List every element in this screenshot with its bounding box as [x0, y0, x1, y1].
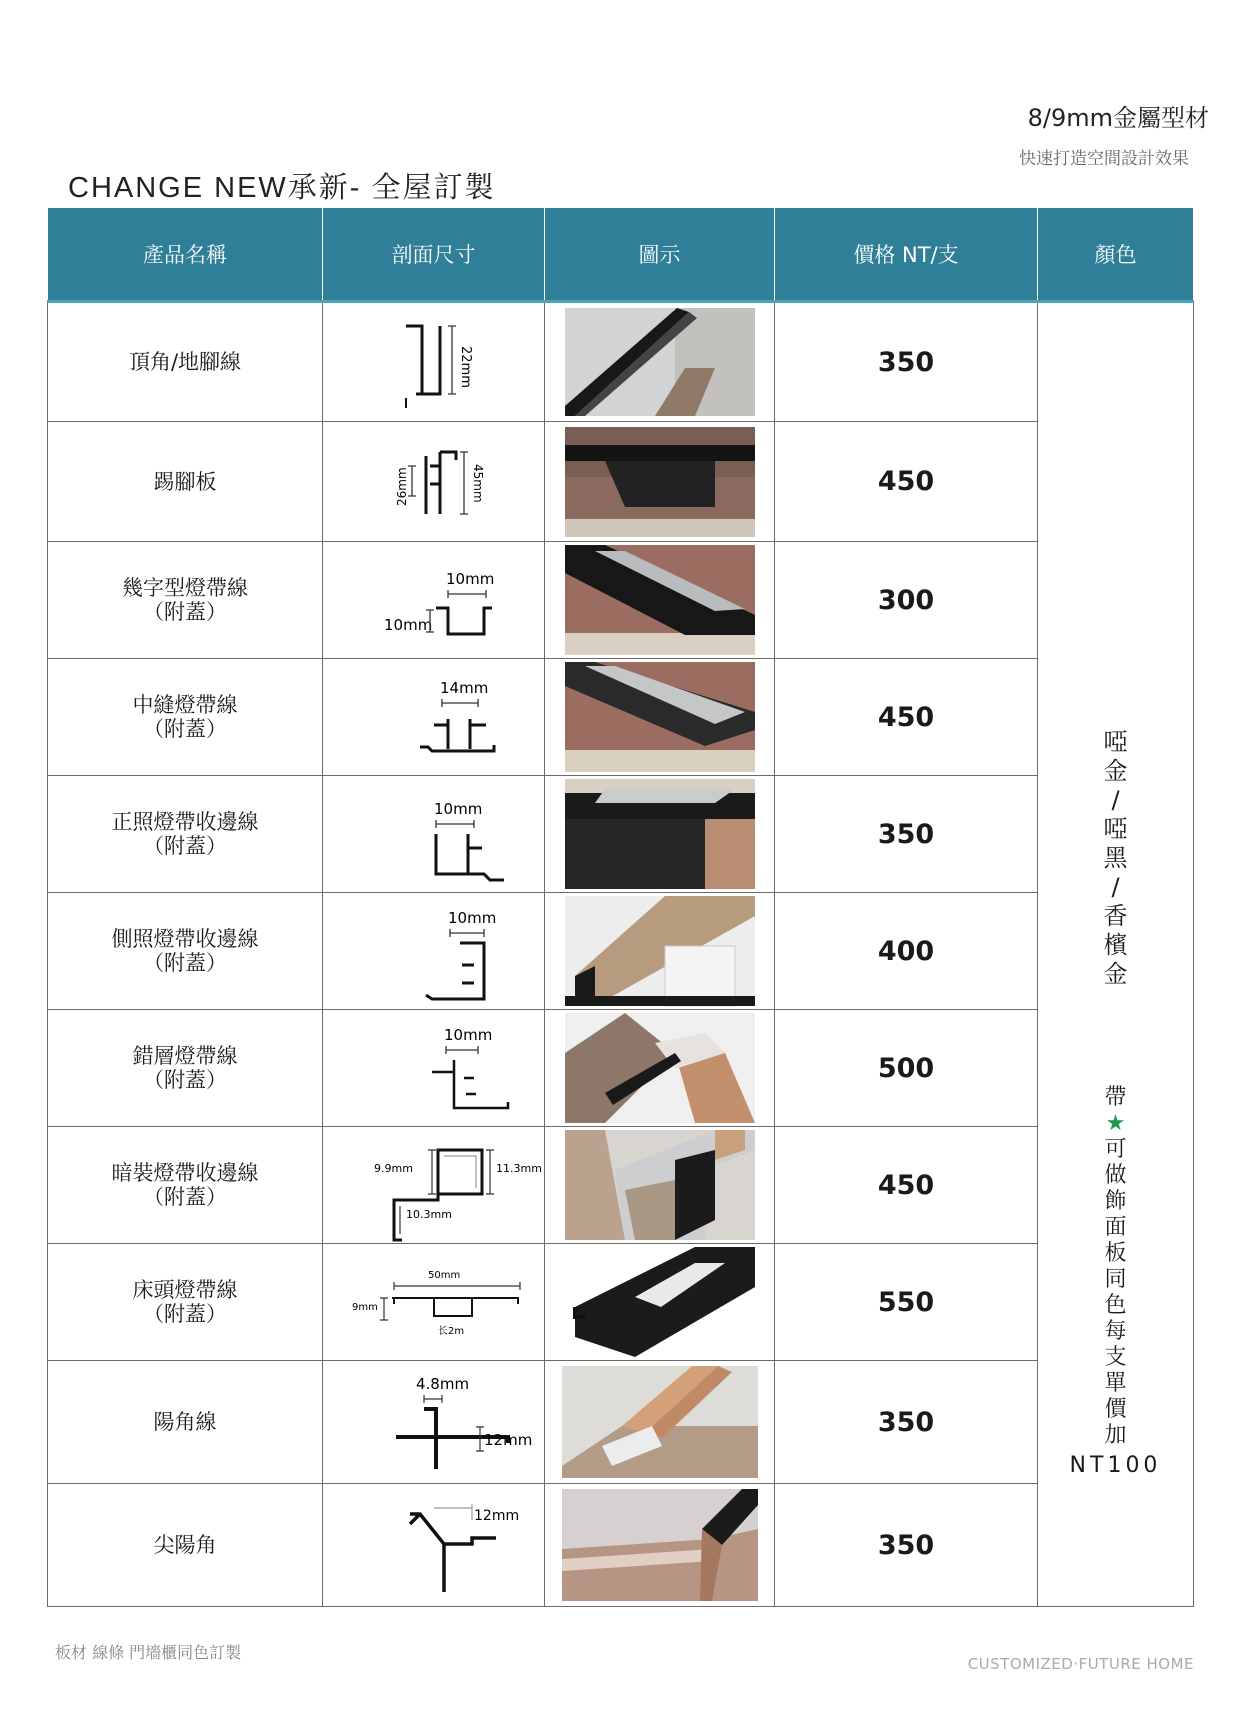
product-name: 踢腳板: [153, 469, 217, 494]
note-char: 可: [1104, 1136, 1127, 1162]
table-row: [48, 302, 1194, 422]
product-name: 暗裝燈帶收邊線: [111, 1161, 259, 1185]
dim-label: 10mm: [445, 570, 494, 588]
note-char: 做: [1104, 1162, 1127, 1188]
note-char: 飾: [1104, 1188, 1127, 1214]
product-photo: [545, 776, 775, 893]
color-char: 啞: [1103, 814, 1128, 843]
note-char: 價: [1104, 1396, 1127, 1422]
product-photo: [545, 659, 775, 776]
price-value: 350: [775, 1361, 1038, 1484]
price-value: 450: [775, 1127, 1038, 1244]
note-char: 色: [1104, 1292, 1127, 1318]
section-diagram: [323, 1010, 545, 1127]
section-diagram: [323, 659, 545, 776]
note-char: 面: [1104, 1214, 1127, 1240]
price-value: 350: [775, 1484, 1038, 1607]
color-char: 啞: [1103, 727, 1128, 756]
product-name-cell: [48, 1127, 323, 1244]
product-photo: [545, 1484, 775, 1607]
table-row: [48, 1361, 1194, 1484]
price-table: [47, 208, 1194, 1607]
color-char: 金: [1103, 959, 1128, 988]
dim-label: 14mm: [439, 679, 488, 697]
product-name-cell: [48, 422, 323, 542]
note-char: 板: [1104, 1240, 1127, 1266]
color-info-cell: [1038, 302, 1194, 1607]
dim-label: 10mm: [443, 1026, 492, 1044]
dim-label: 45mm: [470, 463, 485, 503]
table-row: [48, 542, 1194, 659]
product-note: （附蓋）: [143, 600, 227, 624]
table-row: [48, 422, 1194, 542]
product-name: 幾字型燈帶線: [122, 576, 248, 600]
dim-label: 4.8mm: [415, 1375, 469, 1393]
price-value: 450: [775, 422, 1038, 542]
brand-title: CHANGE NEW承新- 全屋訂製: [68, 172, 496, 204]
product-name: 側照燈帶收邊線: [111, 927, 259, 951]
price-value: 300: [775, 542, 1038, 659]
color-char: 金: [1103, 756, 1128, 785]
product-name: 正照燈帶收邊線: [111, 810, 259, 834]
table-row: [48, 1010, 1194, 1127]
product-photo: [545, 422, 775, 542]
product-note: （附蓋）: [143, 1302, 227, 1326]
product-name: 尖陽角: [153, 1533, 217, 1557]
dim-label: 9mm: [351, 1302, 378, 1313]
dim-label: 9.9mm: [373, 1162, 413, 1175]
product-name: 錯層燈帶線: [132, 1044, 238, 1068]
surcharge-note: [1096, 1085, 1136, 1449]
product-name: 頂角/地腳線: [128, 350, 242, 374]
color-char: /: [1111, 785, 1120, 814]
section-diagram: [323, 1361, 545, 1484]
product-photo: [545, 893, 775, 1010]
product-name: 床頭燈帶線: [132, 1278, 238, 1302]
dim-label: 10.3mm: [405, 1208, 452, 1221]
product-name-cell: [48, 893, 323, 1010]
note-char: 支: [1104, 1344, 1127, 1370]
section-diagram: [323, 302, 545, 422]
product-name: 中縫燈帶線: [132, 693, 238, 717]
table-row: [48, 1244, 1194, 1361]
section-diagram: [323, 776, 545, 893]
product-name-cell: [48, 776, 323, 893]
price-value: 450: [775, 659, 1038, 776]
product-photo: [545, 1244, 775, 1361]
price-value: 350: [775, 302, 1038, 422]
top-title: 8/9mm金屬型材: [1027, 104, 1209, 132]
table-row: [48, 659, 1194, 776]
header-color: 顏色: [1038, 208, 1194, 302]
header-illustration: 圖示: [545, 208, 775, 302]
product-name-cell: [48, 302, 323, 422]
dim-label: 10mm: [383, 616, 432, 634]
price-value: 350: [775, 776, 1038, 893]
footer-note: 板材 線條 門墻櫃同色訂製: [55, 1643, 242, 1662]
product-photo: [545, 1127, 775, 1244]
color-char: 檳: [1103, 930, 1128, 959]
note-char: 帶: [1104, 1084, 1127, 1110]
header-product-name: 產品名稱: [48, 208, 323, 302]
color-char: 香: [1103, 901, 1128, 930]
dim-label: 11.3mm: [495, 1162, 542, 1175]
product-photo: [545, 1010, 775, 1127]
product-photo: [545, 542, 775, 659]
table-header-row: [48, 208, 1194, 302]
dim-label: 10mm: [447, 909, 496, 927]
product-name-cell: [48, 1244, 323, 1361]
color-char: 黑: [1103, 843, 1128, 872]
note-char: 同: [1104, 1266, 1127, 1292]
note-char: 單: [1104, 1370, 1127, 1396]
product-name-cell: [48, 1484, 323, 1607]
note-char: 每: [1104, 1318, 1127, 1344]
top-subtitle: 快速打造空間設計效果: [1019, 149, 1189, 169]
section-diagram: [323, 542, 545, 659]
table-row: [48, 776, 1194, 893]
section-diagram: [323, 1127, 545, 1244]
dim-label: 26mm: [394, 466, 409, 506]
section-diagram: [323, 893, 545, 1010]
product-note: （附蓋）: [143, 717, 227, 741]
price-value: 500: [775, 1010, 1038, 1127]
section-diagram: [323, 422, 545, 542]
price-value: 550: [775, 1244, 1038, 1361]
header-price: 價格 NT/支: [775, 208, 1038, 302]
table-row: [48, 893, 1194, 1010]
table-row: [48, 1127, 1194, 1244]
table-row: [48, 1484, 1194, 1607]
product-name-cell: [48, 542, 323, 659]
note-char: 加: [1104, 1422, 1127, 1448]
product-name-cell: [48, 1010, 323, 1127]
product-note: （附蓋）: [143, 1068, 227, 1092]
section-diagram: [323, 1484, 545, 1607]
dim-label: 10mm: [433, 800, 482, 818]
dim-label: 50mm: [427, 1270, 460, 1281]
product-note: （附蓋）: [143, 951, 227, 975]
product-name: 陽角線: [153, 1410, 217, 1434]
dim-label: 12mm: [473, 1508, 519, 1524]
footer-slogan: CUSTOMIZED·FUTURE HOME: [967, 1655, 1194, 1673]
product-name-cell: [48, 1361, 323, 1484]
section-diagram: [323, 1244, 545, 1361]
dim-label: 长2m: [437, 1326, 464, 1337]
product-photo: [545, 302, 775, 422]
surcharge-amount: NT100: [1069, 1452, 1162, 1478]
product-note: （附蓋）: [143, 834, 227, 858]
product-name-cell: [48, 659, 323, 776]
header-section-size: 剖面尺寸: [323, 208, 545, 302]
star-icon: ★: [1105, 1110, 1126, 1136]
dim-label: 22mm: [457, 346, 473, 388]
product-note: （附蓋）: [143, 1185, 227, 1209]
product-photo: [545, 1361, 775, 1484]
price-value: 400: [775, 893, 1038, 1010]
dim-label: 12mm: [483, 1431, 532, 1449]
color-char: /: [1111, 872, 1120, 901]
color-options: [1096, 728, 1136, 989]
